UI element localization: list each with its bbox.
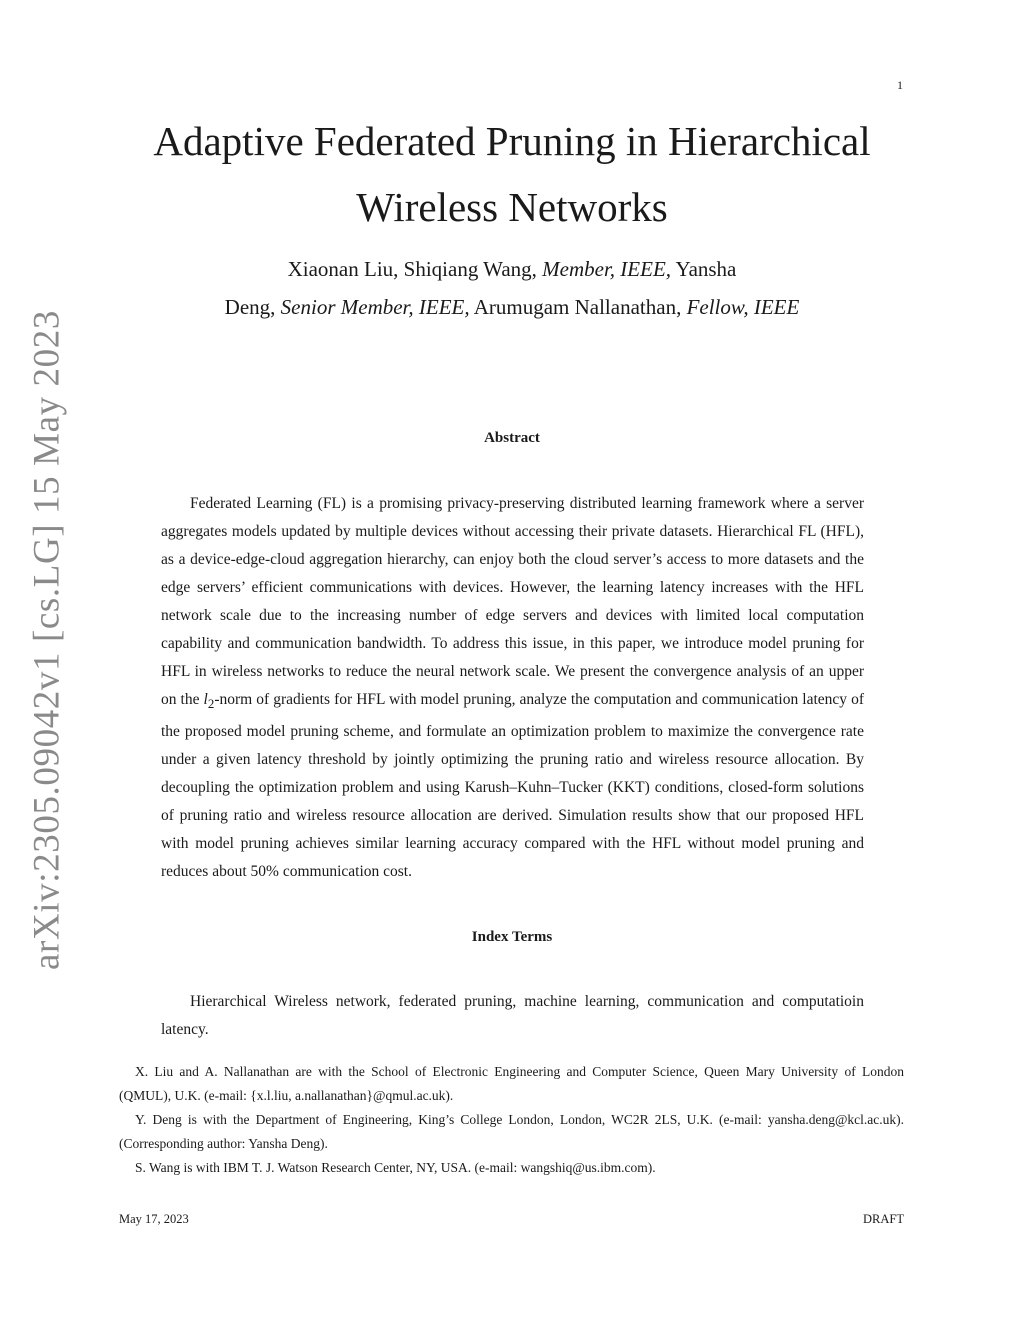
paper-title-line-1: Adaptive Federated Pruning in Hierarchical (153, 118, 871, 164)
author-names-3: Deng, (224, 295, 281, 319)
paper-title (0, 108, 1024, 240)
abstract-percent: 50% (250, 862, 279, 880)
author-names-1: Xiaonan Liu, Shiqiang Wang, (287, 257, 543, 281)
author-role-3: Fellow, IEEE (686, 295, 800, 319)
index-terms-body: Hierarchical Wireless network, federated pruning, machine learning, communication and computatioin latency. (161, 992, 864, 1038)
abstract-heading: Abstract (484, 430, 540, 446)
author-names-2: Yansha (671, 257, 737, 281)
abstract-body (161, 490, 864, 886)
footnote-1: X. Liu and A. Nallanathan are with the School of Electronic Engineering and Computer Science, Queen Mary University of London (QMUL), U.K. (e-mail: {x.l.liu, a.nallanathan}@qmul.ac.uk). (119, 1064, 904, 1103)
abstract-text-part-2: -norm of gradients for HFL with model pruning, analyze the computation and communication latency of the proposed model pruning scheme, and formulate an optimization problem to maximize the convergence rate under a given latency threshold by jointly optimizing the pruning ratio and wireless resource allocation. By decoupling the optimization problem and using Karush–Kuhn–Tucker (KKT) conditions, closed-form solutions of pruning ratio and wireless resource allocation are derived. Simulation results show that our proposed HFL with model pruning achieves similar learning accuracy compared with the HFL without model pruning and reduces about (161, 690, 864, 880)
footnote-3: S. Wang is with IBM T. J. Watson Research Center, NY, USA. (e-mail: wangshiq@us.ibm.com). (135, 1160, 656, 1175)
author-names-4: Arumugam Nallanathan, (469, 295, 687, 319)
paper-title-line-2: Wireless Networks (356, 184, 668, 230)
page-number: 1 (897, 78, 903, 92)
index-terms-heading: Index Terms (471, 929, 553, 945)
author-role-1: Member, IEEE, (542, 257, 672, 281)
author-role-2: Senior Member, IEEE, (280, 295, 470, 319)
footer-draft-label: DRAFT (863, 1212, 904, 1226)
footer-date: May 17, 2023 (119, 1212, 189, 1226)
abstract-text-part-3: communication cost. (278, 862, 412, 880)
author-affiliation-footnotes (119, 1060, 904, 1180)
math-subscript: 2 (207, 695, 215, 711)
arxiv-identifier-stamp: arXiv:2305.09042v1 [cs.LG] 15 May 2023 (26, 310, 68, 970)
footnote-2: Y. Deng is with the Department of Engineering, King’s College London, London, WC2R 2LS, U.K. (e-mail: yansha.deng@kcl.ac.uk). (Corresponding author: Yansha Deng). (119, 1112, 904, 1151)
abstract-text-part-1: Federated Learning (FL) is a promising privacy-preserving distributed learning framework where a server aggregates models updated by multiple devices without accessing their private datasets. Hierarchical FL (HFL), as a device-edge-cloud aggregation hierarchy, can enjoy both the cloud server’s access to more datasets and the edge servers’ efficient communications with devices. However, the learning latency increases with the HFL network scale due to the increasing number of edge servers and devices with limited local computation capability and communication bandwidth. To address this issue, in this paper, we introduce model pruning for HFL in wireless networks to reduce the neural network scale. We present the convergence analysis of an upper on the (161, 494, 864, 708)
math-variable: l (203, 690, 208, 708)
author-list (0, 250, 1024, 326)
